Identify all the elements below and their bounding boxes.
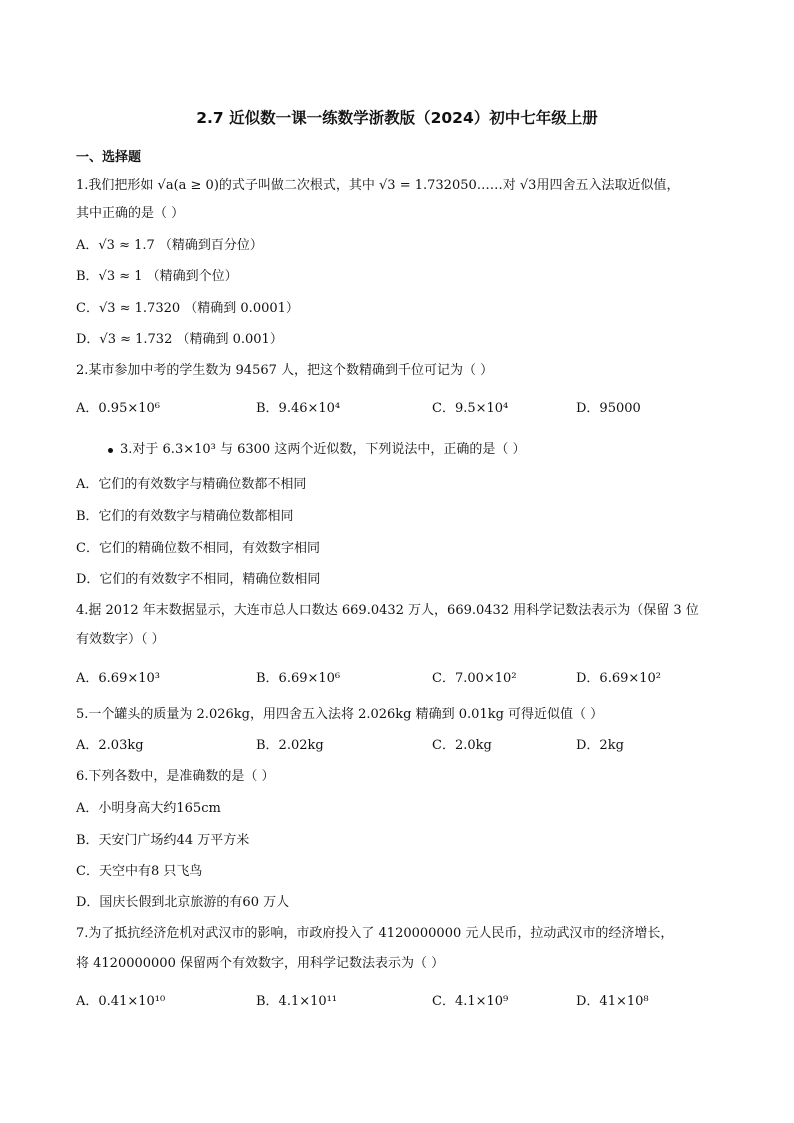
q5-option-d: D．2kg	[576, 738, 624, 753]
q1-option-a: A．√3 ≈ 1.7 （精确到百分位）	[76, 238, 263, 253]
q1-option-d: D．√3 ≈ 1.732 （精确到 0.001）	[76, 332, 283, 347]
q4-option-b: B．6.69×10⁶	[256, 671, 341, 686]
q7-option-b: B．4.1×10¹¹	[256, 994, 338, 1009]
q4-option-a: A．6.69×10³	[76, 671, 160, 686]
q5-option-c: C．2.0kg	[432, 738, 492, 753]
q1-stem-line2: 其中正确的是（ ）	[76, 206, 185, 221]
bullet-dot	[108, 448, 113, 453]
q3-option-c: C．它们的精确位数不相同，有效数字相同	[76, 541, 320, 556]
q3-option-a: A．它们的有效数字与精确位数都不相同	[76, 477, 307, 492]
q3-stem: 3.对于 6.3×10³ 与 6300 这两个近似数，下列说法中，正确的是（ ）	[120, 442, 526, 457]
q3-option-b: B．它们的有效数字与精确位数都相同	[76, 509, 294, 524]
q4-option-d: D．6.69×10²	[576, 671, 662, 686]
q1-option-b: B．√3 ≈ 1 （精确到个位）	[76, 269, 238, 284]
q7-stem-line1: 7.为了抵抗经济危机对武汉市的影响，市政府投入了 4120000000 元人民币，拉动武汉市的经济增长，	[76, 926, 674, 941]
q4-stem-line2: 有效数字）（ ）	[76, 632, 165, 647]
q7-option-d: D．41×10⁸	[576, 994, 649, 1009]
q6-option-c: C．天空中有8 只飞鸟	[76, 864, 203, 879]
q2-option-c: C．9.5×10⁴	[432, 401, 509, 416]
q1-option-c: C．√3 ≈ 1.7320 （精确到 0.0001）	[76, 301, 299, 316]
q7-option-a: A．0.41×10¹⁰	[76, 994, 166, 1009]
q5-stem: 5.一个罐头的质量为 2.026kg，用四舍五入法将 2.026kg 精确到 0.01kg 可得近似值（ ）	[76, 707, 604, 722]
q4-option-c: C．7.00×10²	[432, 671, 517, 686]
q2-option-d: D．95000	[576, 401, 641, 416]
q1-stem-line1: 1.我们把形如 √a(a ≥ 0)的式子叫做二次根式，其中 √3 = 1.732050……对 √3用四舍五入法取近似值，	[76, 178, 680, 193]
q7-stem-line2: 将 4120000000 保留两个有效数字，用科学记数法表示为（ ）	[76, 956, 445, 971]
q4-stem-line1: 4.据 2012 年末数据显示，大连市总人口数达 669.0432 万人，669.0432 用科学记数法表示为（保留 3 位	[76, 603, 699, 618]
q2-option-b: B．9.46×10⁴	[256, 401, 341, 416]
q6-option-b: B．天安门广场约44 万平方米	[76, 833, 250, 848]
section-heading: 一、选择题	[76, 150, 142, 165]
q5-options	[76, 737, 736, 755]
q7-options	[76, 993, 736, 1011]
q3-option-d: D．它们的有效数字不相同，精确位数相同	[76, 572, 321, 587]
q2-options	[76, 400, 736, 418]
q6-option-d: D．国庆长假到北京旅游的有60 万人	[76, 895, 290, 910]
q4-options	[76, 670, 736, 688]
q2-option-a: A．0.95×10⁶	[76, 401, 160, 416]
q5-option-b: B．2.02kg	[256, 738, 324, 753]
q2-stem: 2.某市参加中考的学生数为 94567 人，把这个数精确到千位可记为（ ）	[76, 363, 494, 378]
page-title: 2.7 近似数一课一练数学浙教版（2024）初中七年级上册	[196, 109, 598, 127]
q5-option-a: A．2.03kg	[76, 738, 144, 753]
q6-option-a: A．小明身高大约165cm	[76, 801, 221, 816]
q6-stem: 6.下列各数中，是准确数的是（ ）	[76, 769, 275, 784]
q7-option-c: C．4.1×10⁹	[432, 994, 509, 1009]
